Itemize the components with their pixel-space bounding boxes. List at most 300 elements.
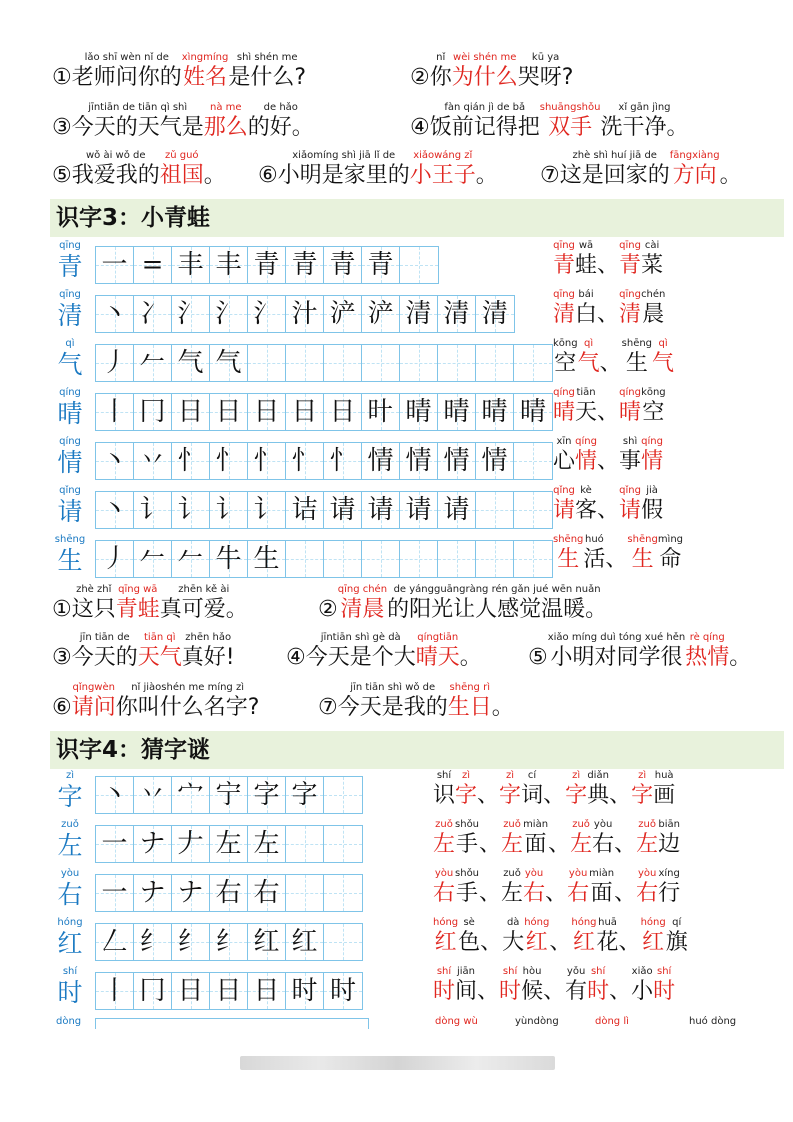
stroke-cell: [134, 296, 172, 332]
text-segment: [479, 868, 501, 908]
hanzi: 请问: [71, 695, 116, 720]
stroke-cell: [438, 492, 476, 528]
pinyin: huà: [654, 770, 674, 781]
stroke-cell: [248, 394, 286, 430]
stroke-cell: [514, 443, 552, 479]
highlight-word: [652, 338, 674, 378]
example-sentence: [410, 102, 688, 142]
stroke-cell: [362, 247, 400, 283]
highlight-word: [448, 682, 492, 722]
stroke-glyph: 𠂉: [139, 348, 166, 378]
stroke-cell: [134, 443, 172, 479]
stroke-cell: [324, 345, 362, 381]
pinyin: cài: [644, 240, 660, 251]
stroke-glyph: 日: [177, 397, 204, 427]
hanzi: 今天是我的: [337, 695, 448, 720]
pinyin: zì: [462, 770, 471, 781]
text-segment: [228, 52, 306, 92]
pinyin: zǔ guó: [164, 150, 199, 161]
hanzi: 小: [631, 979, 654, 1004]
hanzi: 方向: [672, 163, 717, 188]
pinyin: [460, 632, 482, 644]
pinyin: qǐngwèn: [72, 682, 115, 693]
text-segment: [72, 584, 116, 624]
pinyin: qīng: [553, 240, 575, 251]
stroke-glyph: 时: [291, 976, 318, 1006]
stroke-cell: [172, 777, 210, 813]
stroke-cell: [324, 875, 362, 911]
text-segment: [540, 150, 560, 190]
pinyin: [52, 102, 72, 114]
pinyin: [609, 770, 631, 782]
character-pinyin: yòu: [60, 868, 80, 879]
hanzi: 手: [456, 881, 479, 906]
highlight-word: [553, 289, 575, 329]
hanzi: 那么: [203, 115, 248, 140]
pinyin: xǐ gān jìng: [618, 102, 671, 113]
hanzi: 假: [641, 498, 664, 523]
stroke-glyph: 一: [101, 250, 128, 280]
example-sentence: [52, 682, 259, 722]
hanzi: 青蛙: [115, 597, 160, 622]
hanzi: 你: [429, 65, 452, 90]
pinyin: jīn tiān de: [79, 632, 130, 643]
pinyin: hóng: [571, 917, 597, 928]
hanzi: ④: [410, 115, 430, 140]
highlight-word: [619, 289, 641, 329]
text-segment: [641, 289, 665, 329]
text-segment: [597, 485, 619, 525]
stroke-cell: [96, 443, 134, 479]
pinyin: [477, 770, 499, 782]
highlight-word: [138, 632, 182, 672]
text-segment: [575, 387, 597, 427]
text-segment: [641, 387, 666, 427]
pinyin: shēng: [621, 338, 653, 349]
pinyin: qíngtiān: [417, 632, 459, 643]
pinyin: qíng: [575, 436, 597, 447]
pinyin: qíng: [553, 387, 575, 398]
stroke-cell: [476, 492, 514, 528]
pinyin: shí: [502, 966, 518, 977]
stroke-cell: [134, 826, 172, 862]
character-pinyin: qíng: [59, 387, 81, 398]
pinyin: shēng: [627, 534, 658, 545]
stroke-cell: [248, 492, 286, 528]
partial-word-pinyin: dòng lì: [595, 1016, 629, 1027]
text-segment: [430, 102, 540, 142]
hanzi: ⑤: [52, 163, 72, 188]
character-label: [50, 289, 90, 331]
pinyin: yòu: [568, 868, 588, 879]
pinyin: [549, 917, 571, 929]
text-segment: [597, 289, 619, 329]
pinyin: xìngmíng: [181, 52, 229, 63]
text-segment: [543, 966, 565, 1006]
character: 清: [57, 301, 83, 330]
hanzi: ②: [318, 597, 338, 622]
pinyin: qíng: [619, 387, 641, 398]
word-examples: [553, 534, 683, 574]
stroke-cell: [476, 394, 514, 430]
pinyin: [720, 150, 742, 162]
stroke-glyph: 浐: [329, 299, 356, 329]
hanzi: 、: [543, 979, 566, 1004]
pinyin: xiǎo: [631, 966, 653, 977]
hanzi: 菜: [641, 253, 664, 278]
hanzi: 清: [553, 302, 576, 327]
hanzi: 、: [597, 449, 620, 474]
stroke-cell: [134, 541, 172, 577]
pinyin: qīng: [619, 289, 641, 300]
hanzi: 、: [480, 930, 503, 955]
stroke-cell: [134, 777, 172, 813]
stroke-cell: [210, 826, 248, 862]
example-sentence: [540, 150, 742, 190]
pinyin: tiān: [576, 387, 596, 398]
hanzi: ⑥: [52, 695, 72, 720]
highlight-word: [433, 819, 455, 859]
character-label: [50, 868, 90, 910]
hanzi: 请: [619, 498, 642, 523]
word-examples: [433, 868, 680, 908]
text-segment: [614, 819, 636, 859]
stroke-glyph: 晴: [405, 397, 432, 427]
hanzi: 、: [477, 783, 500, 808]
stroke-cell: [96, 875, 134, 911]
stroke-order-grid: [95, 874, 363, 912]
pinyin: [258, 150, 278, 162]
highlight-word: [410, 150, 476, 190]
stroke-cell: [172, 924, 210, 960]
stroke-glyph: 晴: [481, 397, 508, 427]
hanzi: 是什么?: [228, 65, 307, 90]
pinyin: [597, 289, 619, 301]
stroke-glyph: 右: [253, 878, 280, 908]
stroke-glyph: 青: [291, 250, 318, 280]
stroke-glyph: 日: [177, 976, 204, 1006]
word-examples: [433, 819, 680, 859]
text-segment: [72, 632, 138, 672]
text-segment: [258, 150, 278, 190]
text-segment: [597, 917, 619, 957]
highlight-word: [204, 102, 248, 142]
stroke-cell: [134, 345, 172, 381]
stroke-cell: [400, 492, 438, 528]
stroke-glyph: 清: [481, 299, 508, 329]
hanzi: 、: [605, 547, 628, 572]
text-segment: [430, 52, 452, 92]
stroke-cell: [210, 541, 248, 577]
pinyin: jiān: [457, 966, 476, 977]
pinyin: yòu: [637, 868, 657, 879]
text-segment: [286, 632, 306, 672]
stroke-order-grid: [95, 972, 363, 1010]
highlight-word: [455, 770, 477, 810]
stroke-glyph: 一: [101, 829, 128, 859]
pinyin: wèi shén me: [453, 52, 517, 63]
stroke-cell: [210, 296, 248, 332]
text-segment: [543, 770, 565, 810]
text-segment: [619, 917, 641, 957]
pinyin: wǒ ài wǒ de: [85, 150, 146, 161]
stroke-glyph: 清: [405, 299, 432, 329]
stroke-glyph: 忄: [329, 446, 356, 476]
hanzi: 气: [577, 351, 600, 376]
stroke-glyph: 氵: [215, 299, 242, 329]
hanzi: 的阳光让人感觉温暖。: [387, 597, 608, 622]
hanzi: 右: [592, 832, 615, 857]
hanzi: ③: [52, 645, 72, 670]
hanzi: 行: [658, 881, 681, 906]
stroke-cell: [438, 296, 476, 332]
text-segment: [318, 584, 338, 624]
stroke-glyph: 纟: [139, 927, 166, 957]
hanzi: 红: [525, 930, 548, 955]
character-label: [50, 770, 90, 812]
hanzi: 老师问你的: [71, 65, 182, 90]
pinyin: [479, 819, 501, 831]
text-segment: [278, 150, 410, 190]
highlight-word: [116, 584, 160, 624]
hanzi: 左: [501, 881, 524, 906]
word-examples: [433, 770, 675, 810]
stroke-cell: [248, 541, 286, 577]
character: 左: [57, 831, 83, 860]
stroke-glyph: 日: [215, 976, 242, 1006]
highlight-word: [575, 436, 597, 476]
hanzi: 、: [597, 400, 620, 425]
stroke-glyph: 左: [215, 829, 242, 859]
hanzi: 晴天: [415, 645, 460, 670]
stroke-glyph: 忄: [215, 446, 242, 476]
hanzi: 心: [553, 449, 576, 474]
stroke-glyph: 左: [253, 829, 280, 859]
text-segment: [248, 102, 314, 142]
stroke-glyph: 丶: [101, 495, 128, 525]
stroke-glyph: 讠: [253, 495, 280, 525]
text-segment: [583, 534, 605, 574]
hanzi: 今天的: [71, 645, 138, 670]
text-segment: [631, 966, 653, 1006]
pinyin: dà: [506, 917, 520, 928]
stroke-cell: [172, 492, 210, 528]
hanzi: 字: [499, 783, 522, 808]
pinyin: fàn qián jì de bǎ: [444, 102, 526, 113]
pinyin: zuǒ: [435, 819, 453, 830]
text-segment: [52, 632, 72, 672]
highlight-word: [523, 868, 545, 908]
text-segment: [575, 289, 597, 329]
text-segment: [658, 868, 680, 908]
hanzi: 。: [203, 163, 226, 188]
stroke-glyph: 丿: [101, 544, 128, 574]
stroke-glyph: 丨: [101, 976, 128, 1006]
stroke-cell: [324, 924, 362, 960]
hanzi: 字: [455, 783, 478, 808]
hanzi: ③: [52, 115, 72, 140]
hanzi: 右: [523, 881, 546, 906]
text-segment: [592, 819, 614, 859]
hanzi: 边: [658, 832, 681, 857]
hanzi: 洗干净。: [600, 115, 689, 140]
highlight-word: [553, 534, 583, 574]
pinyin: [52, 682, 72, 694]
stroke-cell: [172, 875, 210, 911]
stroke-cell: [324, 394, 362, 430]
character-label: [50, 966, 90, 1008]
hanzi: 饭前记得把: [429, 115, 540, 140]
highlight-word: [553, 485, 575, 525]
hanzi: 间: [455, 979, 478, 1004]
hanzi: 右: [636, 881, 659, 906]
stroke-cell: [286, 875, 324, 911]
stroke-glyph: 丨: [101, 397, 128, 427]
stroke-glyph: 日: [215, 397, 242, 427]
stroke-glyph: 一: [101, 878, 128, 908]
text-segment: [609, 966, 631, 1006]
highlight-word: [587, 966, 609, 1006]
stroke-cell: [172, 541, 210, 577]
highlight-word: [182, 52, 229, 92]
hanzi: 天: [575, 400, 598, 425]
example-sentence: [52, 584, 248, 624]
partial-row-pinyin: dòng: [56, 1016, 82, 1027]
stroke-order-grid: [95, 344, 553, 382]
word-examples: [553, 387, 666, 427]
hanzi: 、: [545, 881, 568, 906]
text-segment: [528, 632, 548, 672]
stroke-glyph: ナ: [139, 829, 166, 859]
pinyin: [479, 868, 501, 880]
stroke-cell: [476, 296, 514, 332]
pinyin: mìng: [657, 534, 684, 545]
pinyin: de hǎo: [263, 102, 298, 113]
hanzi: 晨: [642, 302, 665, 327]
stroke-glyph: 忄: [253, 446, 280, 476]
text-segment: [597, 387, 619, 427]
example-sentence: [52, 102, 314, 142]
pinyin: [548, 819, 570, 831]
stroke-cell: [286, 924, 324, 960]
stroke-order-grid: [95, 393, 553, 431]
text-segment: [720, 150, 742, 190]
text-segment: [597, 240, 619, 280]
stroke-cell: [210, 492, 248, 528]
stroke-cell: [134, 973, 172, 1009]
stroke-glyph: 冂: [139, 397, 166, 427]
text-segment: [589, 868, 614, 908]
stroke-glyph: 气: [215, 348, 242, 378]
pinyin: shí: [436, 770, 452, 781]
pinyin: zuǒ: [503, 868, 521, 879]
pinyin: nà me: [209, 102, 242, 113]
character: 晴: [57, 399, 83, 428]
hanzi: 、: [479, 832, 502, 857]
hanzi: ①: [52, 65, 72, 90]
pinyin: [614, 868, 636, 880]
pinyin: [476, 150, 498, 162]
hanzi: 时: [653, 979, 676, 1004]
hanzi: ①: [52, 597, 72, 622]
hanzi: 清晨: [340, 597, 385, 622]
stroke-cell: [248, 826, 286, 862]
pinyin: [540, 150, 560, 162]
example-sentence: [52, 632, 235, 672]
stroke-glyph: 牛: [215, 544, 242, 574]
example-sentence: [52, 150, 226, 190]
text-segment: [597, 436, 619, 476]
text-segment: [658, 534, 683, 574]
highlight-word: [433, 868, 455, 908]
text-segment: [575, 485, 597, 525]
hanzi: 、: [618, 930, 641, 955]
pinyin: rè qíng: [689, 632, 725, 643]
text-segment: [653, 770, 675, 810]
stroke-cell: [134, 247, 172, 283]
text-segment: [553, 338, 578, 378]
stroke-glyph: 𠂉: [139, 544, 166, 574]
hanzi: 、: [549, 930, 572, 955]
text-segment: [614, 868, 636, 908]
character-pinyin: qíng: [59, 436, 81, 447]
hanzi: 红: [642, 930, 665, 955]
character: 时: [57, 978, 83, 1007]
pinyin: [477, 966, 499, 978]
word-examples: [433, 966, 675, 1006]
text-segment: [609, 770, 631, 810]
stroke-cell: [210, 777, 248, 813]
highlight-word: [631, 770, 653, 810]
pinyin: [597, 485, 619, 497]
stroke-glyph: 讠: [177, 495, 204, 525]
stroke-cell: [172, 345, 210, 381]
word-examples: [433, 917, 688, 957]
pinyin: hóng: [433, 917, 459, 928]
highlight-word: [570, 819, 592, 859]
hanzi: 生: [557, 547, 580, 572]
character-label: [50, 338, 90, 380]
character-pinyin: hóng: [57, 917, 83, 928]
highlight-word: [641, 917, 666, 957]
pinyin: zì: [638, 770, 647, 781]
hanzi: 小王子: [409, 163, 476, 188]
character-label: [50, 917, 90, 959]
highlight-word: [627, 534, 657, 574]
highlight-word: [670, 150, 720, 190]
highlight-word: [685, 632, 729, 672]
pinyin: zuǒ: [638, 819, 656, 830]
hanzi: 、: [543, 783, 566, 808]
stroke-cell: [248, 777, 286, 813]
hanzi: 这只: [71, 597, 116, 622]
pinyin: [492, 682, 514, 694]
pinyin: shí: [657, 966, 672, 977]
stroke-glyph: 氵: [253, 299, 280, 329]
example-sentence: [258, 150, 498, 190]
hanzi: 气: [652, 351, 675, 376]
pinyin: tiān qì: [144, 632, 176, 643]
stroke-glyph: 丰: [177, 250, 204, 280]
highlight-word: [452, 52, 518, 92]
pinyin: qīng: [553, 289, 575, 300]
hanzi: 客: [575, 498, 598, 523]
pinyin: qǐng: [619, 485, 641, 496]
hanzi: 生: [631, 547, 654, 572]
stroke-cell: [514, 345, 552, 381]
hanzi: 清: [619, 302, 642, 327]
stroke-cell: [400, 394, 438, 430]
